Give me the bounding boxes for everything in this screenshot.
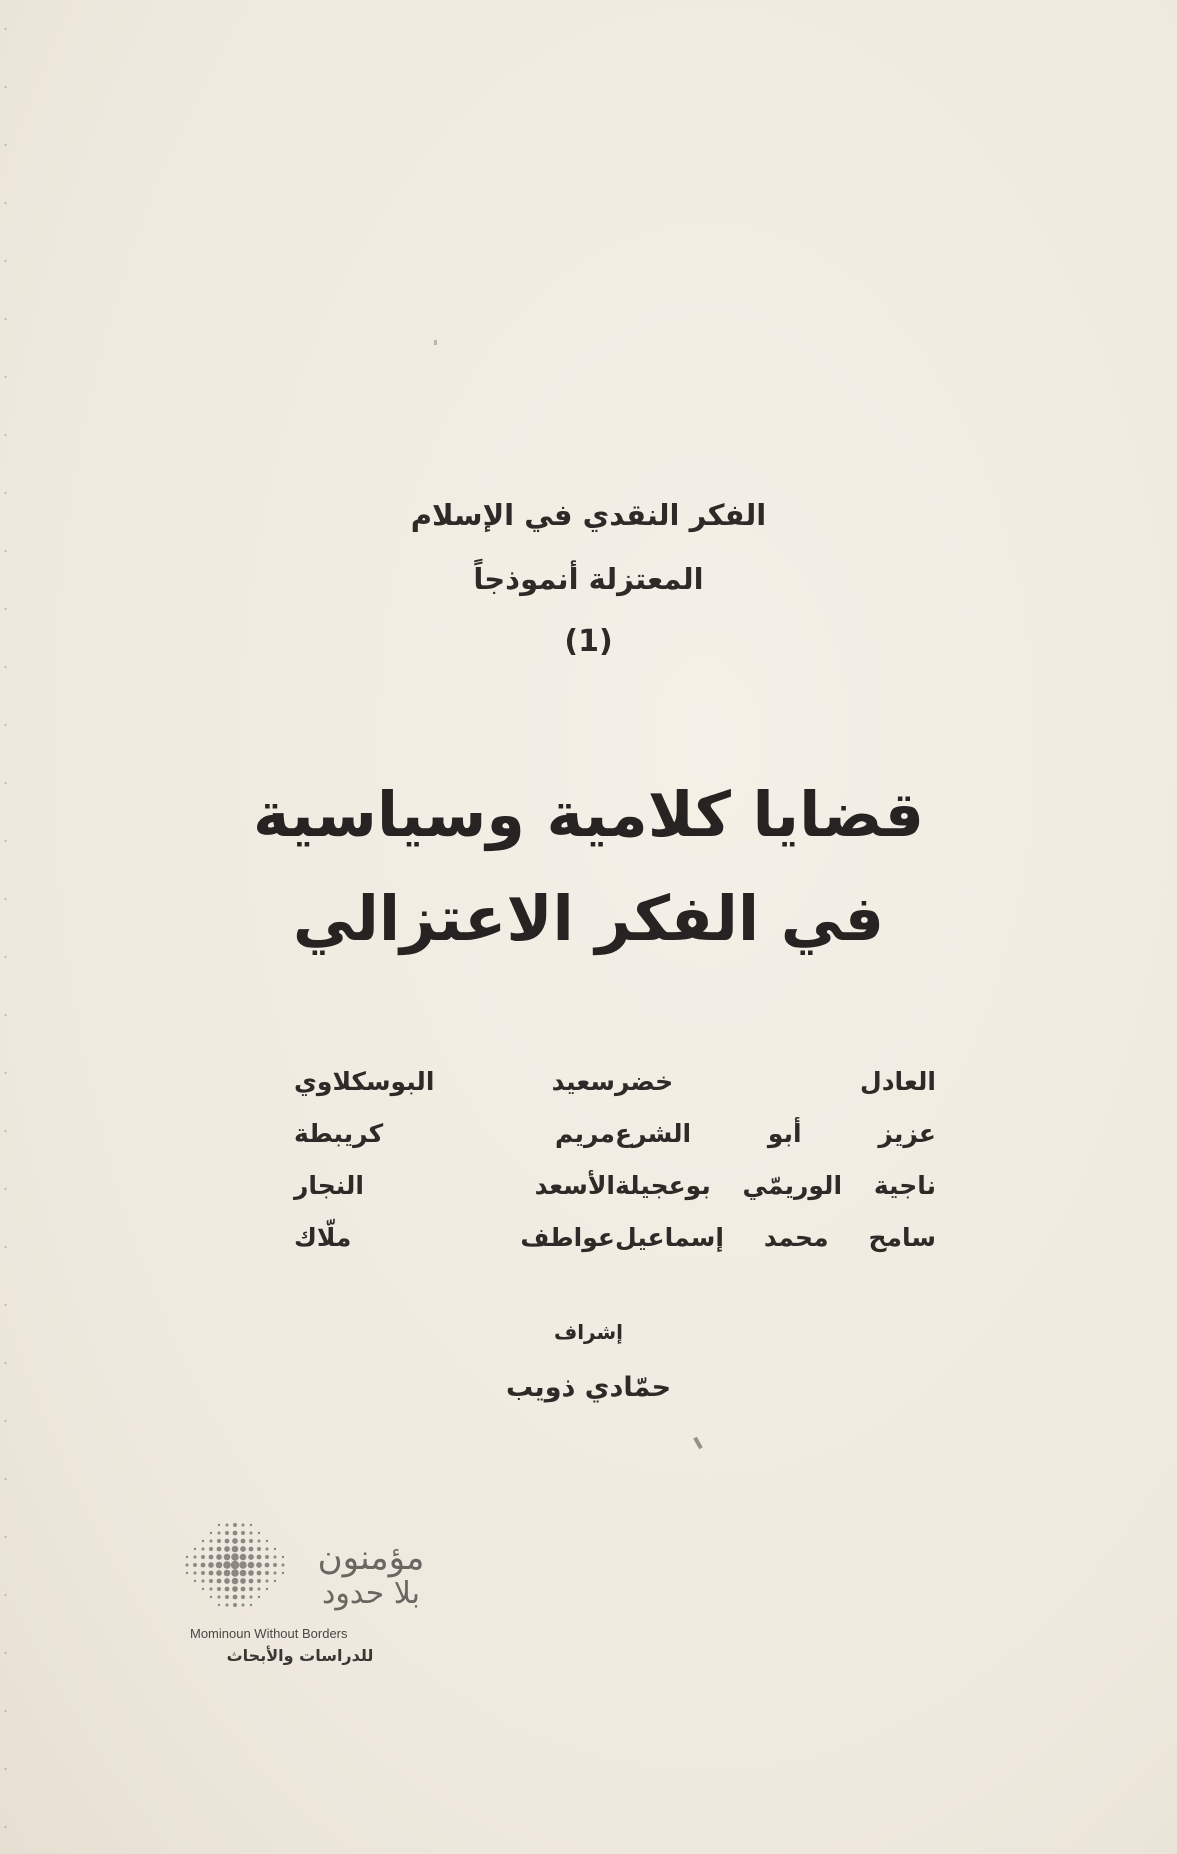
logo-dot xyxy=(249,1579,254,1584)
logo-dot xyxy=(257,1571,262,1576)
ink-speck xyxy=(434,340,437,345)
logo-dot xyxy=(232,1546,239,1553)
logo-dot xyxy=(201,1563,206,1568)
logo-dot xyxy=(250,1596,253,1599)
logo-dot xyxy=(226,1604,229,1607)
author-name: العادل خضر xyxy=(615,1067,936,1096)
logo-dot xyxy=(282,1556,284,1558)
logo-dot xyxy=(274,1548,276,1550)
logo-dot xyxy=(202,1588,204,1590)
logo-dot xyxy=(249,1539,253,1543)
logo-dot xyxy=(201,1571,205,1575)
logo-dot xyxy=(202,1540,204,1542)
logo-dot xyxy=(226,1524,229,1527)
logo-dot xyxy=(282,1572,284,1574)
series-number: (1) xyxy=(564,624,613,659)
logo-dot xyxy=(266,1588,268,1590)
logo-dot xyxy=(257,1579,261,1583)
logo-dot xyxy=(273,1563,277,1567)
author-name: عزيز أبو الشرع xyxy=(615,1119,936,1148)
logo-dot xyxy=(217,1587,221,1591)
logo-dot xyxy=(232,1578,239,1585)
logo-dot xyxy=(265,1563,270,1568)
logo-dot xyxy=(248,1562,255,1569)
series-subtitle: المعتزلة أنموذجاً xyxy=(473,562,704,596)
logo-dot xyxy=(274,1556,277,1559)
publisher-name-arabic: مؤمنون xyxy=(317,1538,425,1578)
author-name: سامح محمد إسماعيل xyxy=(615,1223,936,1252)
logo-dot xyxy=(258,1540,261,1543)
series-title: الفكر النقدي في الإسلام xyxy=(410,498,767,532)
logo-dot xyxy=(194,1572,197,1575)
logo-dot xyxy=(224,1546,230,1552)
logo-dot xyxy=(266,1580,269,1583)
logo-dot xyxy=(210,1596,212,1598)
supervisor-name: حمّادي ذويب xyxy=(505,1372,672,1403)
logo-dot xyxy=(186,1564,189,1567)
logo-dot xyxy=(240,1546,246,1552)
author-name: سعيد البوسكلاوي xyxy=(294,1067,615,1096)
logo-dot xyxy=(224,1570,231,1577)
logo-dot xyxy=(241,1587,246,1592)
logo-dot xyxy=(218,1532,221,1535)
logo-dot xyxy=(216,1570,222,1576)
logo-dot xyxy=(256,1562,262,1568)
book-title-line-2: في الفكر الاعتزالي xyxy=(292,882,885,955)
logo-dot xyxy=(233,1523,237,1527)
logo-dot xyxy=(257,1547,261,1551)
logo-dot xyxy=(194,1548,196,1550)
logo-dot xyxy=(265,1555,269,1559)
logo-dot xyxy=(241,1595,245,1599)
logo-dot xyxy=(265,1571,269,1575)
logo-dot xyxy=(209,1547,213,1551)
supervision-label: إشراف xyxy=(553,1320,624,1344)
logo-dot xyxy=(266,1540,268,1542)
logo-dot xyxy=(201,1555,205,1559)
logo-dot xyxy=(274,1580,276,1582)
logo-dot xyxy=(239,1561,247,1569)
logo-dot xyxy=(266,1548,269,1551)
logo-dot xyxy=(217,1579,222,1584)
logo-dot xyxy=(186,1556,188,1558)
ink-speck xyxy=(693,1437,702,1449)
logo-dot xyxy=(225,1539,230,1544)
logo-dot xyxy=(216,1562,223,1569)
logo-dot xyxy=(242,1524,245,1527)
logo-dot xyxy=(250,1532,253,1535)
logo-dot xyxy=(249,1587,253,1591)
logo-dot xyxy=(202,1548,205,1551)
logo-dot xyxy=(186,1572,188,1574)
logo-dot xyxy=(249,1547,254,1552)
logo-dot xyxy=(225,1531,229,1535)
publisher-logo xyxy=(176,1508,436,1668)
logo-dot xyxy=(233,1603,237,1607)
logo-dot xyxy=(202,1580,205,1583)
logo-dot xyxy=(224,1578,230,1584)
logo-dot xyxy=(258,1532,260,1534)
logo-dot xyxy=(193,1563,197,1567)
logo-dot xyxy=(240,1578,246,1584)
logo-dot xyxy=(218,1524,220,1526)
logo-dot xyxy=(194,1556,197,1559)
logo-dot xyxy=(233,1595,238,1600)
logo-dot xyxy=(248,1570,254,1576)
publisher-dots-icon xyxy=(180,1510,290,1620)
author-name: مريم كريبطة xyxy=(294,1119,615,1148)
logo-dot xyxy=(210,1532,212,1534)
logo-dot xyxy=(194,1580,196,1582)
logo-dot xyxy=(225,1587,230,1592)
logo-dot xyxy=(240,1554,247,1561)
logo-dot xyxy=(232,1586,238,1592)
logo-dot xyxy=(208,1562,214,1568)
logo-dot xyxy=(209,1579,213,1583)
logo-dot xyxy=(210,1540,213,1543)
logo-dot xyxy=(258,1596,260,1598)
book-title-line-1: قضايا كلامية وسياسية xyxy=(252,778,925,851)
logo-dot xyxy=(231,1553,239,1561)
logo-dot xyxy=(258,1588,261,1591)
logo-dot xyxy=(250,1524,252,1526)
authors-list xyxy=(260,1062,970,1258)
publisher-tagline-arabic: بلا حدود xyxy=(322,1576,420,1611)
logo-dot xyxy=(257,1555,262,1560)
logo-dot xyxy=(209,1571,214,1576)
logo-dot xyxy=(224,1554,231,1561)
publisher-name-english: Mominoun Without Borders xyxy=(190,1626,348,1641)
author-name: عواطف ملّاك xyxy=(294,1223,615,1252)
author-name: الأسعد النجار xyxy=(294,1171,615,1200)
logo-dot xyxy=(217,1539,221,1543)
logo-dot xyxy=(242,1604,245,1607)
logo-dot xyxy=(209,1555,214,1560)
logo-dot xyxy=(217,1547,222,1552)
logo-dot xyxy=(240,1570,247,1577)
logo-dot xyxy=(218,1604,220,1606)
logo-dot xyxy=(274,1572,277,1575)
publisher-subtitle-arabic: للدراسات والأبحاث xyxy=(226,1646,374,1665)
logo-dot xyxy=(231,1561,239,1569)
logo-dot xyxy=(210,1588,213,1591)
author-name: ناجية الوريمّي بوعجيلة xyxy=(615,1171,936,1200)
logo-dot xyxy=(241,1539,246,1544)
logo-dot xyxy=(250,1604,252,1606)
logo-dot xyxy=(282,1564,285,1567)
logo-dot xyxy=(218,1596,221,1599)
logo-dot xyxy=(231,1569,239,1577)
logo-dot xyxy=(225,1595,229,1599)
logo-dot xyxy=(233,1531,238,1536)
logo-dot xyxy=(248,1554,254,1560)
logo-dot xyxy=(232,1538,238,1544)
logo-dot xyxy=(241,1531,245,1535)
logo-dot xyxy=(223,1561,231,1569)
logo-dot xyxy=(216,1554,222,1560)
